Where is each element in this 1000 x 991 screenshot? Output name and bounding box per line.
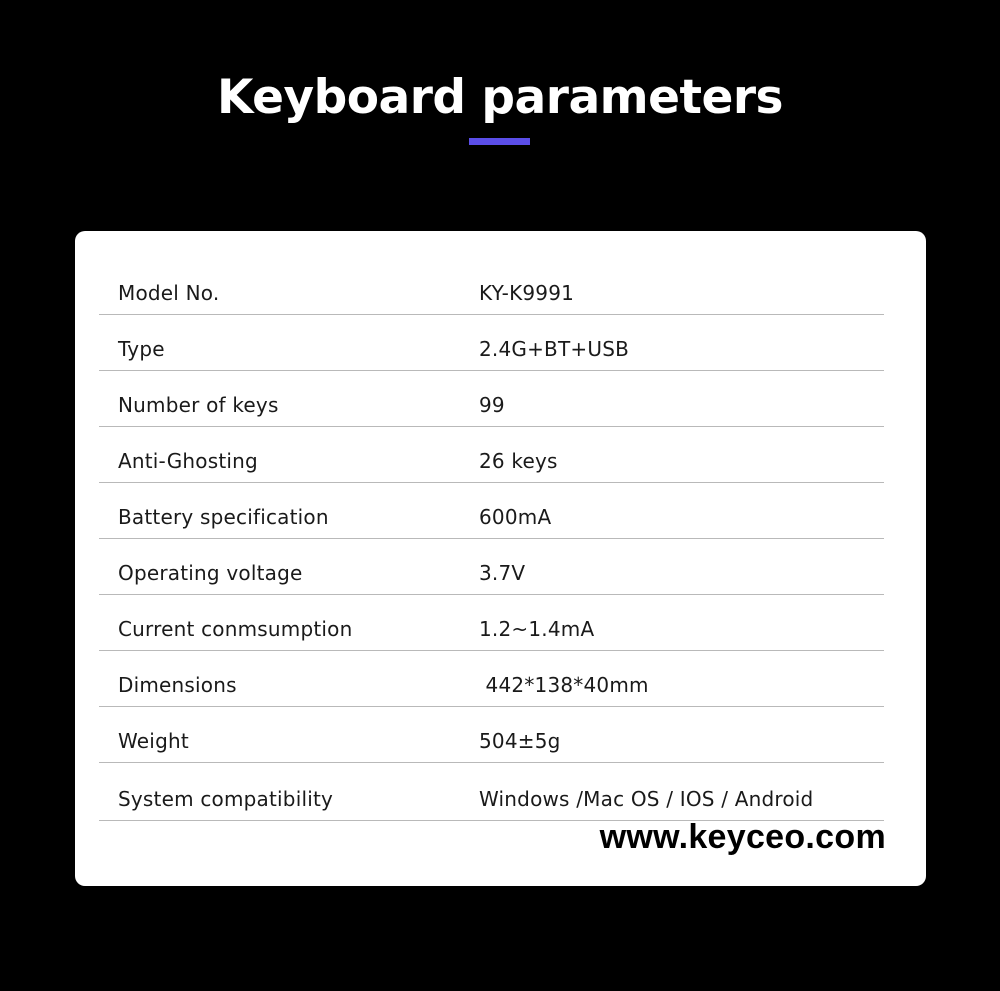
spec-label: Dimensions [118, 673, 237, 697]
spec-table [99, 259, 884, 821]
spec-label: Battery specification [118, 505, 329, 529]
spec-value: 1.2~1.4mA [479, 617, 595, 641]
spec-label: Operating voltage [118, 561, 303, 585]
spec-row-model [99, 259, 884, 315]
spec-value: 2.4G+BT+USB [479, 337, 630, 361]
spec-label: Anti-Ghosting [118, 449, 258, 473]
spec-value: 504±5g [479, 729, 561, 753]
spec-label: Type [118, 337, 165, 361]
spec-value: 26 keys [479, 449, 558, 473]
spec-value: KY-K9991 [479, 281, 575, 305]
spec-row-anti-ghosting [99, 427, 884, 483]
spec-label: Weight [118, 729, 189, 753]
spec-row-current [99, 595, 884, 651]
spec-row-type [99, 315, 884, 371]
spec-label: Number of keys [118, 393, 279, 417]
spec-row-battery [99, 483, 884, 539]
spec-value: 442*138*40mm [479, 673, 649, 697]
spec-value: 600mA [479, 505, 552, 529]
spec-value: Windows /Mac OS / IOS / Android [479, 787, 814, 811]
spec-value: 3.7V [479, 561, 526, 585]
spec-card [75, 231, 926, 886]
spec-label: System compatibility [118, 787, 334, 811]
spec-label: Model No. [118, 281, 220, 305]
website-url: www.keyceo.com [599, 818, 886, 856]
spec-row-compatibility [99, 763, 884, 821]
spec-label: Current conmsumption [118, 617, 353, 641]
spec-row-number-of-keys [99, 371, 884, 427]
spec-row-dimensions [99, 651, 884, 707]
spec-row-weight [99, 707, 884, 763]
spec-value: 99 [479, 393, 505, 417]
spec-row-voltage [99, 539, 884, 595]
title-underline-accent [469, 138, 530, 145]
page-title: Keyboard parameters [216, 70, 784, 125]
